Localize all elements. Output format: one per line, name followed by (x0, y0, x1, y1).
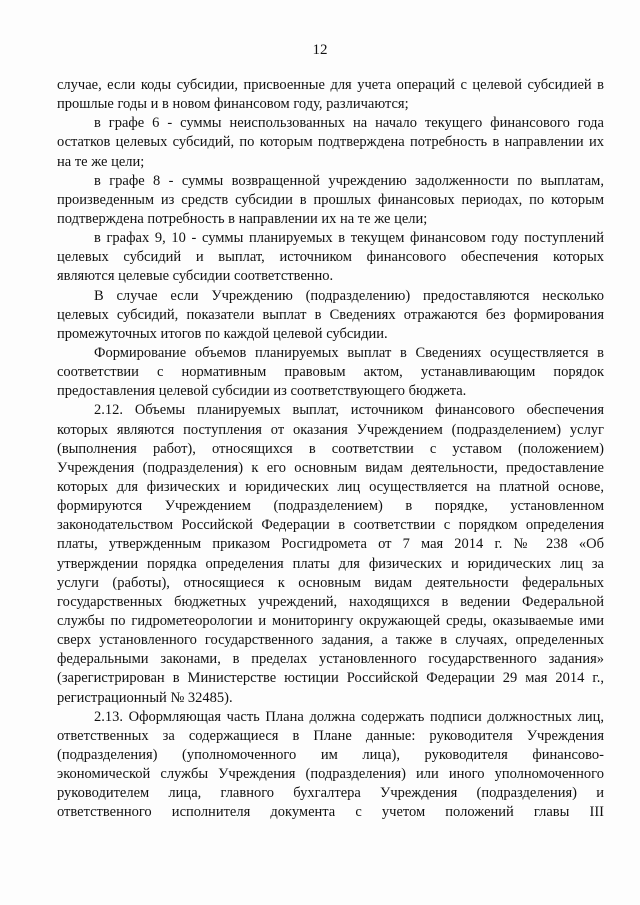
text-line: соответствии с нормативным правовым актом, устанавливающим порядок (57, 364, 604, 381)
page-number: 12 (312, 42, 328, 58)
text-line: в графе 6 - суммы неиспользованных на начало текущего финансового года (94, 115, 604, 132)
text-line: которых для физических и юридических лиц осуществляется на платной основе, (57, 478, 604, 495)
text-line: случае, если коды субсидии, присвоенные для учета операций с целевой субсидией в (57, 77, 604, 93)
text-line: ответственных за содержащиеся в Плане данные: руководителя Учреждения (57, 727, 604, 744)
text-line: государственных бюджетных учреждений, находящихся в ведении Федеральной (57, 593, 604, 610)
text-line: сверх установленного государственного задания, а также в случаях, определенных (57, 632, 604, 649)
text-line: руководителем лица, главного бухгалтера Учреждения (подразделения) и (57, 785, 604, 802)
text-line: экономической службы Учреждения (подразделения) или иного уполномоченного (57, 766, 604, 783)
text-line: промежуточных итогов по каждой целевой субсидии. (57, 325, 388, 342)
text-line: службы по гидрометеорологии и мониторингу окружающей среды, оказываемые ими (57, 612, 604, 629)
text-line: предоставления целевой субсидии из соответствующего бюджета. (57, 383, 467, 400)
text-line: прошлые годы и в новом финансовом году, различаются; (57, 96, 409, 113)
text-line: 2.13. Оформляющая часть Плана должна содержать подписи должностных лиц, (94, 708, 604, 725)
text-line: утверждении порядка определения платы для физических и юридических лиц за (57, 555, 604, 572)
text-line: в графе 8 - суммы возвращенной учреждению задолженности по выплатам, (94, 172, 604, 189)
text-line: произведенным из средств субсидии в прошлых финансовых периодах, по которым (57, 191, 604, 208)
text-line: в графах 9, 10 - суммы планируемых в текущем финансовом году поступлений (94, 230, 604, 247)
text-line: (подразделения) (уполномоченного им лица), руководителя финансово- (57, 746, 604, 763)
text-line: целевых субсидий и выплат, источником финансового обеспечения которых (57, 249, 604, 266)
text-line: подтверждена потребность в направлении их на те же цели; (57, 210, 428, 227)
text-line: целевых субсидий, показатели выплат в Сведениях отражаются без формирования (57, 306, 604, 323)
text-line: 2.12. Объемы планируемых выплат, источником финансового обеспечения (94, 402, 604, 419)
text-line: Формирование объемов планируемых выплат в Сведениях осуществляется в (94, 344, 604, 361)
text-line: Учреждения (подразделения) к его основным видам деятельности, предоставление (57, 459, 604, 476)
text-line: формируются Учреждением (подразделением) в порядке, установленном (57, 498, 604, 515)
text-line: федеральными законами, в пределах установленного государственного задания» (57, 651, 604, 668)
text-line: В случае если Учреждению (подразделению) предоставляются несколько (94, 287, 604, 304)
text-line: платы, утвержденным приказом Росгидромета от 7 мая 2014 г. № 238 «Об (57, 536, 604, 553)
text-line: на те же цели; (57, 153, 145, 170)
text-line: (выполнения работ), относящихся в соответствии с уставом (положением) (57, 440, 604, 457)
text-line: законодательством Российской Федерации в соответствии с порядком определения (57, 517, 604, 534)
text-line: ответственного исполнителя документа с учетом положений главы III (57, 804, 604, 821)
text-line: остатков целевых субсидий, по которым подтверждена потребность в направлении их (57, 134, 604, 151)
document-body (57, 76, 604, 822)
text-line: услуги (работы), относящиеся к основным видам деятельности федеральных (57, 574, 604, 591)
text-line: которых являются поступления от оказания Учреждением (подразделением) услуг (57, 421, 604, 438)
text-line: регистрационный № 32485). (57, 689, 233, 706)
text-line: являются целевые субсидии соответственно. (57, 268, 334, 285)
text-line: (зарегистрирован в Министерстве юстиции Российской Федерации 29 мая 2014 г., (57, 670, 604, 687)
